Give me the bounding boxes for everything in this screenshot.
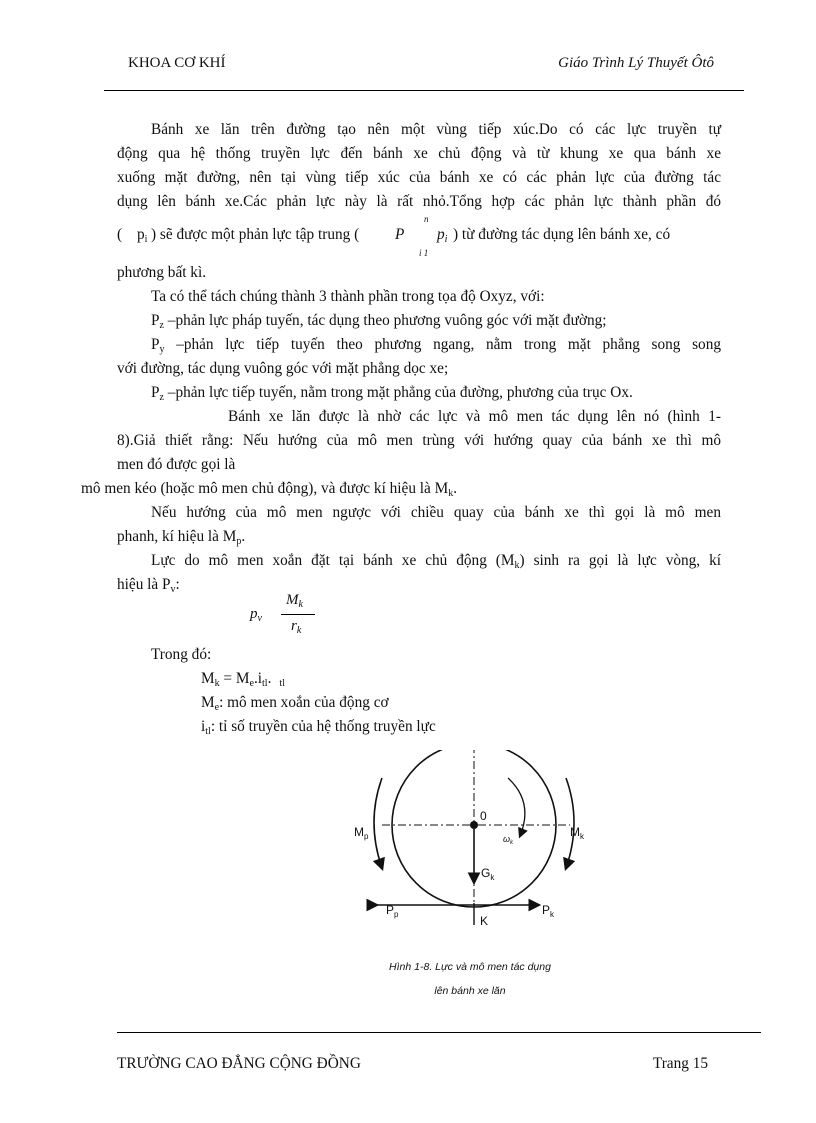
sum-p-sub: i bbox=[444, 234, 448, 245]
where-l1-extra: tl bbox=[279, 678, 285, 689]
para3-line2: 8).Giả thiết rằng: Nếu hướng của mô men trùng với hướng quay của bánh xe thì mô bbox=[117, 432, 721, 449]
label-omega bbox=[503, 834, 514, 846]
mp-sub: p bbox=[236, 536, 242, 547]
rotation-arrow bbox=[508, 778, 525, 836]
label-Mp bbox=[354, 825, 369, 841]
formula-den-symbol: r bbox=[291, 618, 297, 634]
px-sub: z bbox=[159, 392, 164, 403]
where-l1-sub: k bbox=[214, 678, 220, 689]
figure-caption-2: lên bánh xe lăn bbox=[434, 985, 506, 997]
where-l1-mid: = M bbox=[219, 670, 250, 687]
sum-P: P bbox=[395, 226, 405, 243]
sum-p-symbol: p bbox=[437, 226, 445, 243]
para1-line5 bbox=[117, 214, 721, 262]
para4-line1: Nếu hướng của mô men ngược với chiều quay của bánh xe thì gọi là mô men bbox=[151, 504, 721, 521]
sum-upper: n bbox=[424, 214, 429, 224]
formula-den bbox=[291, 618, 301, 635]
para3-line4 bbox=[81, 477, 457, 501]
para1-line3: xuống mặt đường, nên tại vùng tiếp xúc của bánh xe có các phản lực của đường tác bbox=[117, 169, 721, 186]
py-line-cont: với đường, tác dụng vuông góc với mặt phẳng dọc xe; bbox=[117, 360, 449, 377]
pi-term bbox=[137, 226, 147, 244]
formula-lhs-sub: v bbox=[257, 613, 262, 624]
label-Pk-P: P bbox=[542, 903, 551, 917]
where-l1-M: M bbox=[201, 670, 215, 687]
where-line1 bbox=[201, 670, 285, 688]
label-omega-sub: k bbox=[510, 840, 514, 846]
para5-line1 bbox=[117, 549, 721, 573]
label-Pp-sub: p bbox=[394, 910, 399, 919]
para1-line1: Bánh xe lăn trên đường tạo nên một vùng tiếp xúc.Do có các lực truyền tự bbox=[151, 121, 721, 138]
wheel-figure bbox=[330, 750, 610, 950]
para4-line2 bbox=[117, 525, 721, 549]
para1-line5-end: ) từ đường tác dụng lên bánh xe, có bbox=[453, 226, 671, 243]
where-l1-end: . bbox=[267, 670, 272, 687]
where-line3 bbox=[201, 718, 436, 736]
concentrated-text: ) sẽ được một phản lực tập trung ( bbox=[151, 226, 360, 243]
where-l1-sub2: e bbox=[249, 678, 254, 689]
label-Mk-sub: k bbox=[580, 832, 584, 841]
where-l3-text: : tỉ số truyền của hệ thống truyền lực bbox=[210, 718, 436, 735]
label-Pk bbox=[542, 903, 555, 919]
para5-line2-end: : bbox=[175, 576, 180, 593]
formula-num bbox=[286, 592, 303, 609]
label-Pk-sub: k bbox=[550, 910, 555, 919]
label-K: K bbox=[480, 914, 489, 928]
label-Gk bbox=[481, 866, 495, 882]
pi-sub: i bbox=[144, 234, 148, 245]
pz-symbol: P bbox=[151, 312, 160, 329]
para2: Ta có thể tách chúng thành 3 thành phần trong tọa độ Oxyz, với: bbox=[151, 288, 545, 305]
header-rule bbox=[104, 90, 744, 91]
where-l3-sub: tl bbox=[205, 726, 211, 737]
pz-text: –phản lực pháp tuyến, tác dụng theo phương vuông góc với mặt đường; bbox=[167, 312, 607, 329]
para4-line2-end: . bbox=[241, 528, 246, 545]
para5-mk-sub: k bbox=[514, 560, 520, 571]
where-l1-mid2: .i bbox=[253, 670, 263, 687]
footer-left: TRƯỜNG CAO ĐẲNG CỘNG ĐỒNG bbox=[117, 1055, 361, 1072]
label-O: 0 bbox=[480, 809, 487, 823]
formula-lhs-symbol: p bbox=[250, 606, 258, 622]
where-l2-M: M bbox=[201, 694, 215, 711]
para1-line6: phương bất kì. bbox=[117, 264, 207, 281]
para3-line4-text: mô men kéo (hoặc mô men chủ động), và được kí hiệu là M bbox=[81, 480, 449, 497]
para5-line2-text: hiệu là P bbox=[117, 576, 171, 593]
para5-line2 bbox=[117, 573, 721, 597]
py-line bbox=[117, 333, 721, 357]
formula-num-symbol: M bbox=[286, 592, 299, 608]
header-right: Giáo Trình Lý Thuyết Ôtô bbox=[558, 55, 714, 71]
sum-p bbox=[437, 226, 447, 244]
label-Mp-M: M bbox=[354, 825, 364, 839]
where-l3-i: i bbox=[201, 718, 206, 735]
where-l1-sub3: tl bbox=[262, 678, 268, 689]
drive-moment-arrow bbox=[566, 778, 574, 868]
para3-line3: men đó được gọi là bbox=[117, 456, 236, 473]
pi-symbol: p bbox=[137, 226, 145, 243]
fraction-bar bbox=[281, 614, 315, 615]
label-Mk-M: M bbox=[570, 825, 580, 839]
header-left: KHOA CƠ KHÍ bbox=[128, 55, 226, 71]
where-title: Trong đó: bbox=[151, 646, 212, 663]
py-sub: y bbox=[159, 344, 165, 355]
formula-num-sub: k bbox=[298, 599, 303, 610]
para3-line4-end: . bbox=[453, 480, 458, 497]
px-line bbox=[117, 381, 721, 405]
where-l2-text: : mô men xoắn của động cơ bbox=[219, 694, 389, 711]
where-line2 bbox=[201, 694, 389, 712]
label-Mp-sub: p bbox=[364, 832, 369, 841]
py-text: –phản lực tiếp tuyến theo phương ngang, nằm trong mặt phẳng song song bbox=[176, 336, 721, 353]
center-point bbox=[470, 821, 478, 829]
pz-line bbox=[117, 309, 721, 333]
footer-rule bbox=[117, 1032, 761, 1033]
py-symbol: P bbox=[151, 336, 160, 353]
brake-moment-arrow bbox=[374, 778, 382, 868]
para1-line2: động qua hệ thống truyền lực đến bánh xe chủ động và từ khung xe qua bánh xe bbox=[117, 145, 721, 162]
formula-lhs bbox=[250, 606, 262, 623]
label-omega-symbol: ω bbox=[503, 834, 511, 844]
figure-caption-1: Hình 1-8. Lực và mô men tác dụng bbox=[389, 961, 551, 973]
page-number: Trang 15 bbox=[652, 1055, 708, 1072]
pz-sub: z bbox=[159, 320, 164, 331]
para5-line1-end: ) sinh ra gọi là lực vòng, kí bbox=[519, 552, 721, 569]
paren-open: ( bbox=[117, 226, 123, 243]
para1-line4: dụng lên bánh xe.Các phản lực này là rất nhỏ.Tổng hợp các phản lực thành phần đó bbox=[117, 193, 721, 210]
mk-sub: k bbox=[448, 488, 454, 499]
label-G-sub: k bbox=[490, 873, 495, 882]
px-symbol: P bbox=[151, 384, 160, 401]
where-l2-sub: e bbox=[214, 702, 220, 713]
para5-line1-text: Lực do mô men xoắn đặt tại bánh xe chủ động (M bbox=[151, 552, 515, 569]
label-Mk bbox=[570, 825, 585, 841]
label-Pp-P: P bbox=[386, 903, 395, 917]
sum-lower: i 1 bbox=[419, 248, 429, 258]
label-G: G bbox=[481, 866, 491, 880]
pv-sub: v bbox=[170, 584, 176, 595]
px-text: –phản lực tiếp tuyến, nằm trong mặt phẳng của đường, phương của trục Ox. bbox=[167, 384, 633, 401]
para4-line2-text: phanh, kí hiệu là M bbox=[117, 528, 237, 545]
para3-line1: Bánh xe lăn được là nhờ các lực và mô men tác dụng lên nó (hình 1- bbox=[228, 408, 721, 425]
formula-den-sub: k bbox=[296, 625, 302, 636]
